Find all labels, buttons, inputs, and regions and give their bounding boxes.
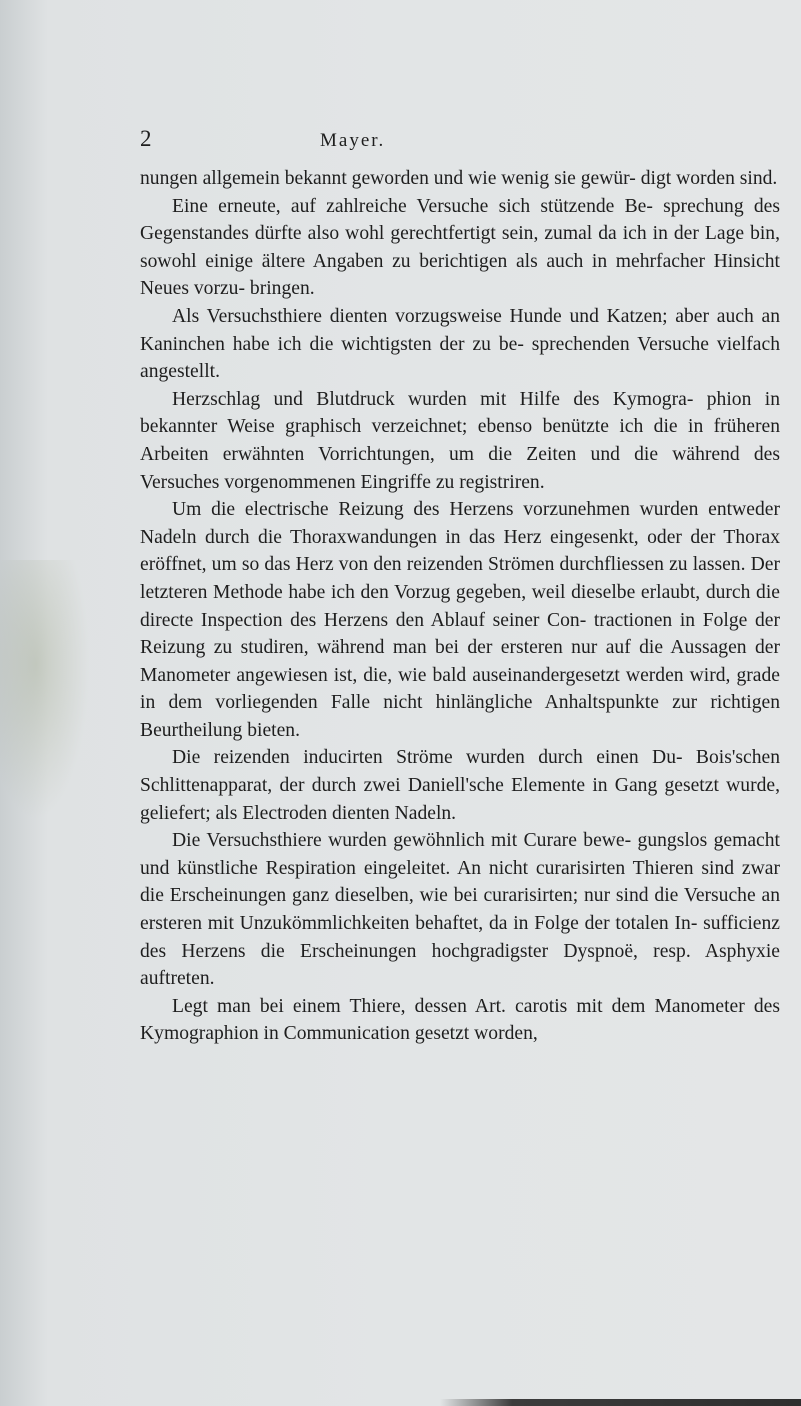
paragraph: Um die electrische Reizung des Herzens vorzunehmen wurden entweder Nadeln durch die Thoraxwandungen in das Herz eingesenkt, oder der Thorax eröffnet, um so das Herz von den reizenden Strömen durchfliessen zu lassen. Der letzteren Methode habe ich den Vorzug gegeben, weil dieselbe erlaubt, durch die directe Inspection des Herzens den Ablauf seiner Con- tractionen in Folge der Reizung zu studiren, während man bei der ersteren nur auf die Aussagen der Manometer angewiesen ist, die, wie bald auseinandergesetzt werden wird, grade in dem vorliegenden Falle nicht hinlängliche Anhaltspunkte zur richtigen Beurtheilung bieten. — [140, 499, 780, 741]
paper-stain — [0, 560, 90, 820]
running-head: Mayer. — [320, 130, 386, 151]
paragraph: Herzschlag und Blutdruck wurden mit Hilfe des Kymogra- phion in bekannter Weise graphisch verzeichnet; ebenso benützte ich die in früheren Arbeiten erwähnten Vorrichtungen, um die Zeiten und die während des Versuches vorgenommenen Eingriffe zu registriren. — [140, 388, 780, 493]
paragraph: nungen allgemein bekannt geworden und wie wenig sie gewür- digt worden sind. — [140, 168, 778, 189]
paragraph: Die reizenden inducirten Ströme wurden durch einen Du- Bois'schen Schlittenapparat, der durch zwei Daniell'sche Elemente in Gang gesetzt wurde, geliefert; als Electroden dienten Nadeln. — [140, 747, 780, 824]
scan-edge-shadow — [440, 1399, 801, 1406]
page-header — [140, 126, 780, 156]
body-text — [140, 165, 780, 1048]
paragraph: Die Versuchsthiere wurden gewöhnlich mit Curare bewe- gungslos gemacht und künstliche Respiration eingeleitet. An nicht curarisirten Thieren sind zwar die Erscheinungen ganz dieselben, wie bei curarisirten; nur sind die Versuche an ersteren mit Unzukömmlichkeiten behaftet, da in Folge der totalen In- sufficienz des Herzens die Erscheinungen hochgradigster Dyspnoë, resp. Asphyxie auftreten. — [140, 830, 780, 990]
page-number: 2 — [140, 126, 152, 151]
paragraph: Legt man bei einem Thiere, dessen Art. carotis mit dem Manometer des Kymographion in Communication gesetzt worden, — [140, 995, 780, 1045]
paragraph: Eine erneute, auf zahlreiche Versuche sich stützende Be- sprechung des Gegenstandes dürfte also wohl gerechtfertigt sein, zumal da ich in der Lage bin, sowohl einige ältere Angaben zu berichtigen als auch in mehrfacher Hinsicht Neues vorzu- bringen. — [140, 195, 780, 300]
paragraph: Als Versuchsthiere dienten vorzugsweise Hunde und Katzen; aber auch an Kaninchen habe ich die wichtigsten der zu be- sprechenden Versuche vielfach angestellt. — [140, 305, 780, 383]
